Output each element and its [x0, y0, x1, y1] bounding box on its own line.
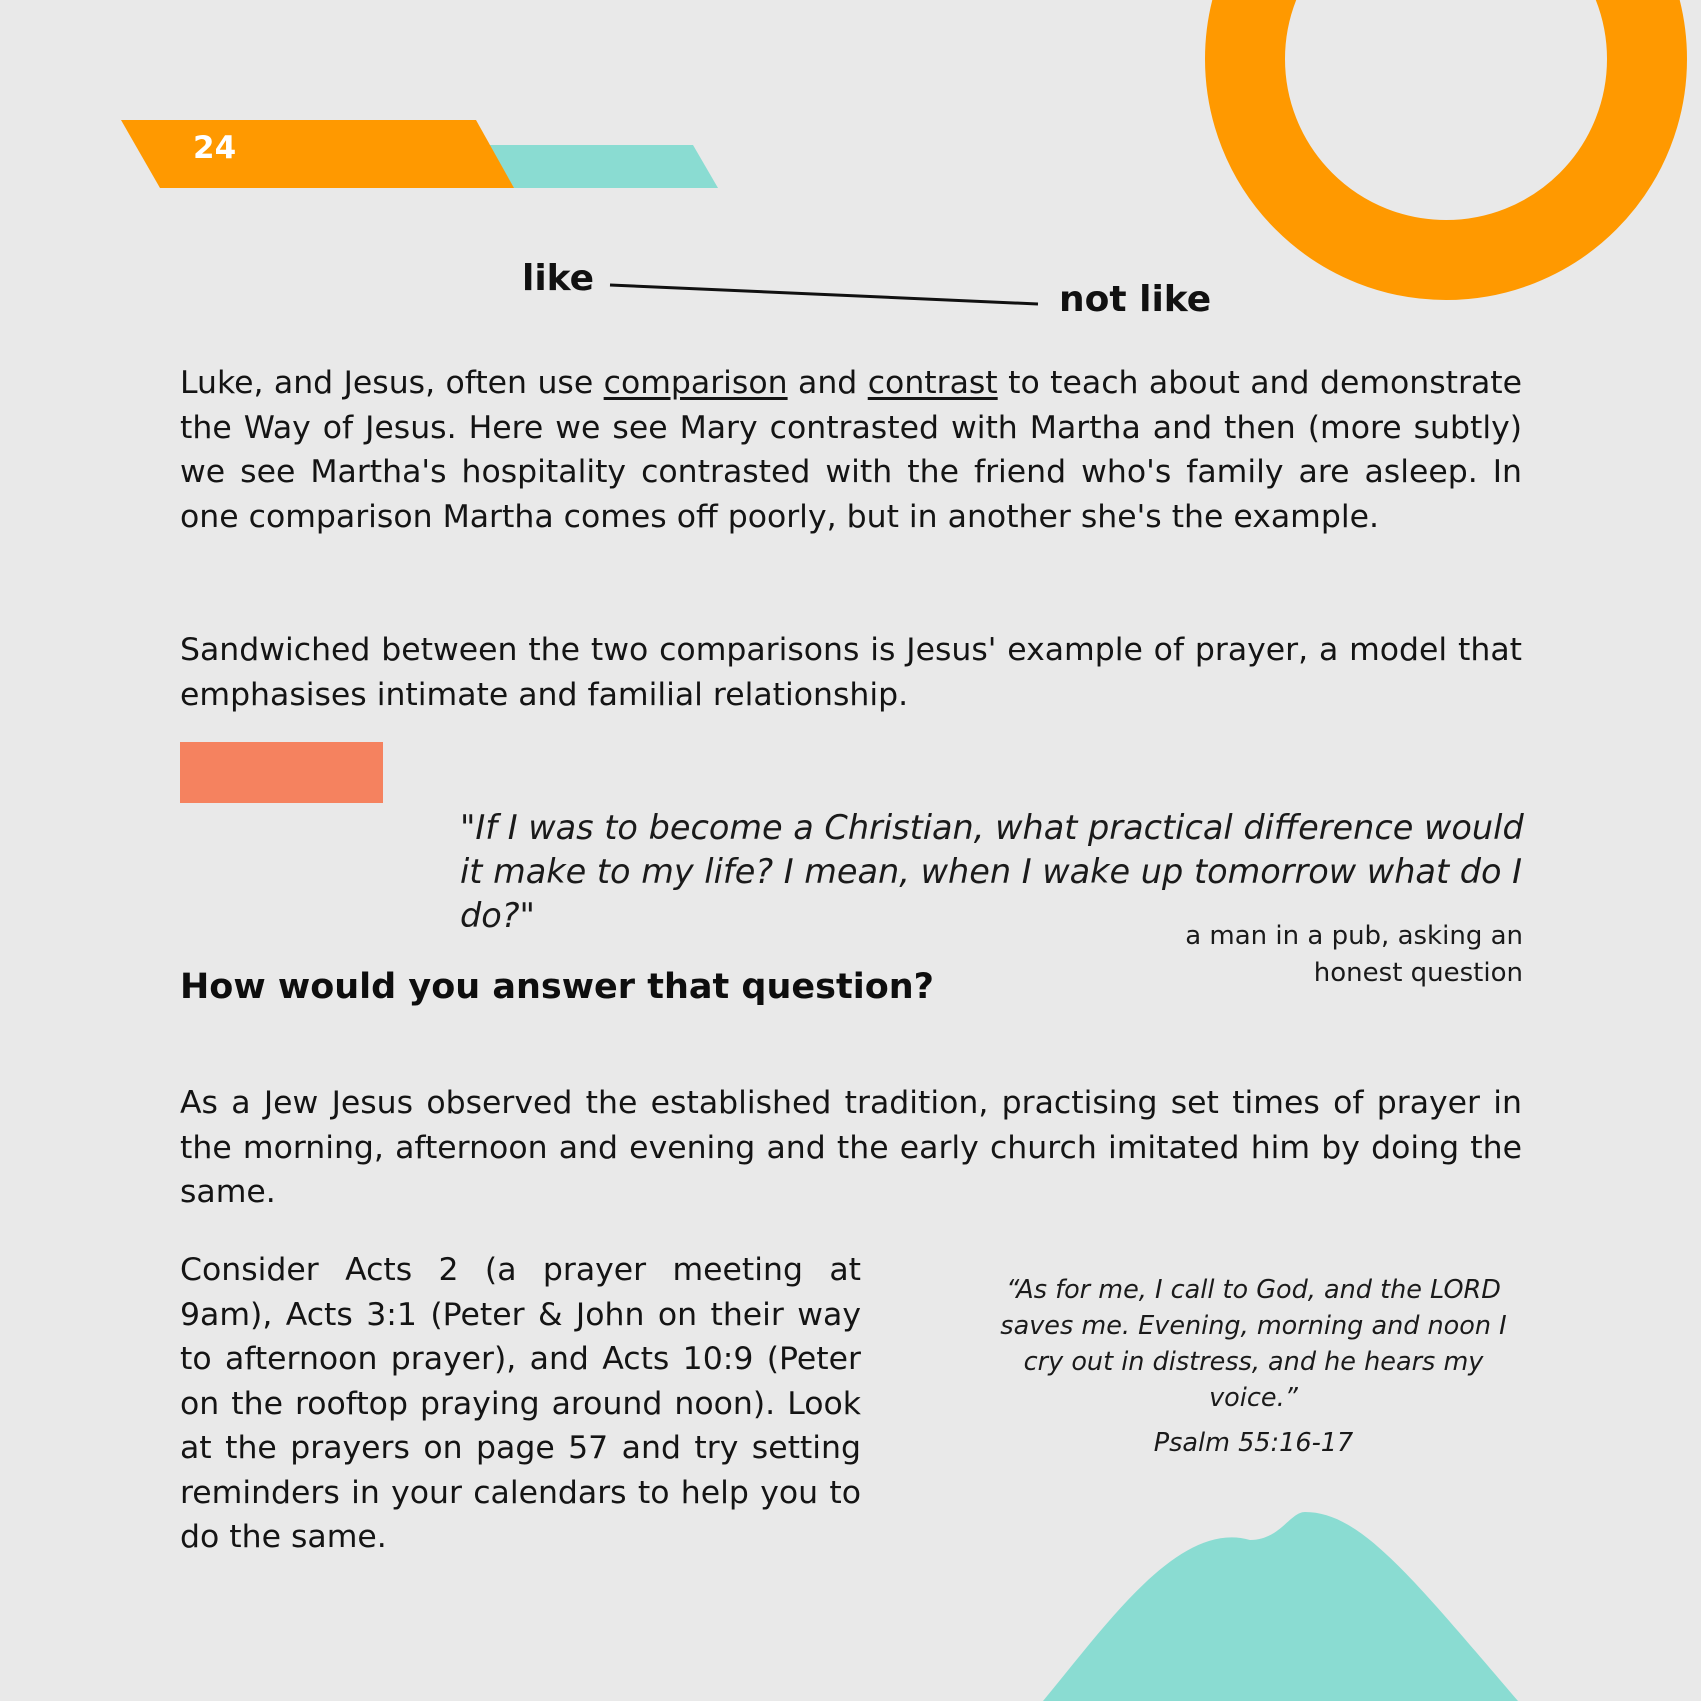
sandwich-paragraph: Sandwiched between the two comparisons is Jesus' example of prayer, a model that emphasises intimate and familial relationship. [180, 632, 1522, 713]
pull-quote: "If I was to become a Christian, what practical difference would it make to my life? I mean, when I wake up tomorrow what do I do?" [460, 808, 1524, 935]
psalm-reference: Psalm 55:16-17 [1153, 1428, 1354, 1458]
intro-text-end: to teach about and demonstrate the Way of Jesus. Here we see Mary contrasted with Martha and then (more subtly) we see Martha's hospitality contrasted with the friend who's family are asleep. In one comparison Martha comes off poorly, but in another she's the example. [180, 365, 1522, 535]
quote-attribution: a man in a pub, asking an honest question [1185, 921, 1523, 988]
comparison-term: comparison [603, 365, 788, 401]
intro-text-start: Luke, and Jesus, often use [180, 365, 604, 401]
intro-paragraph [180, 361, 1522, 539]
page-number: 24 [193, 130, 237, 166]
teal-mound [1043, 1512, 1518, 1701]
intro-text-middle: and [787, 365, 868, 401]
like-scale-line [610, 285, 1038, 304]
orange-ring [1245, 0, 1647, 260]
like-label: like [522, 258, 595, 299]
contrast-term: contrast [867, 365, 998, 401]
tradition-paragraph: As a Jew Jesus observed the established tradition, practising set times of prayer in the morning, afternoon and evening and the early church imitated him by doing the same. [180, 1085, 1522, 1210]
question-heading: How would you answer that question? [180, 967, 934, 1007]
psalm-quote: “As for me, I call to God, and the LORD saves me. Evening, morning and noon I cry out in distress, and he hears my voice.” [1000, 1275, 1507, 1413]
not-like-label: not like [1059, 279, 1212, 320]
header-orange-tab [121, 120, 514, 188]
coral-block [180, 742, 383, 803]
acts-paragraph: Consider Acts 2 (a prayer meeting at 9am), Acts 3:1 (Peter & John on their way to afternoon prayer), and Acts 10:9 (Peter on the rooftop praying around noon). Look at the prayers on page 57 and try setting reminders in your calendars to help you to do the same. [180, 1252, 861, 1555]
